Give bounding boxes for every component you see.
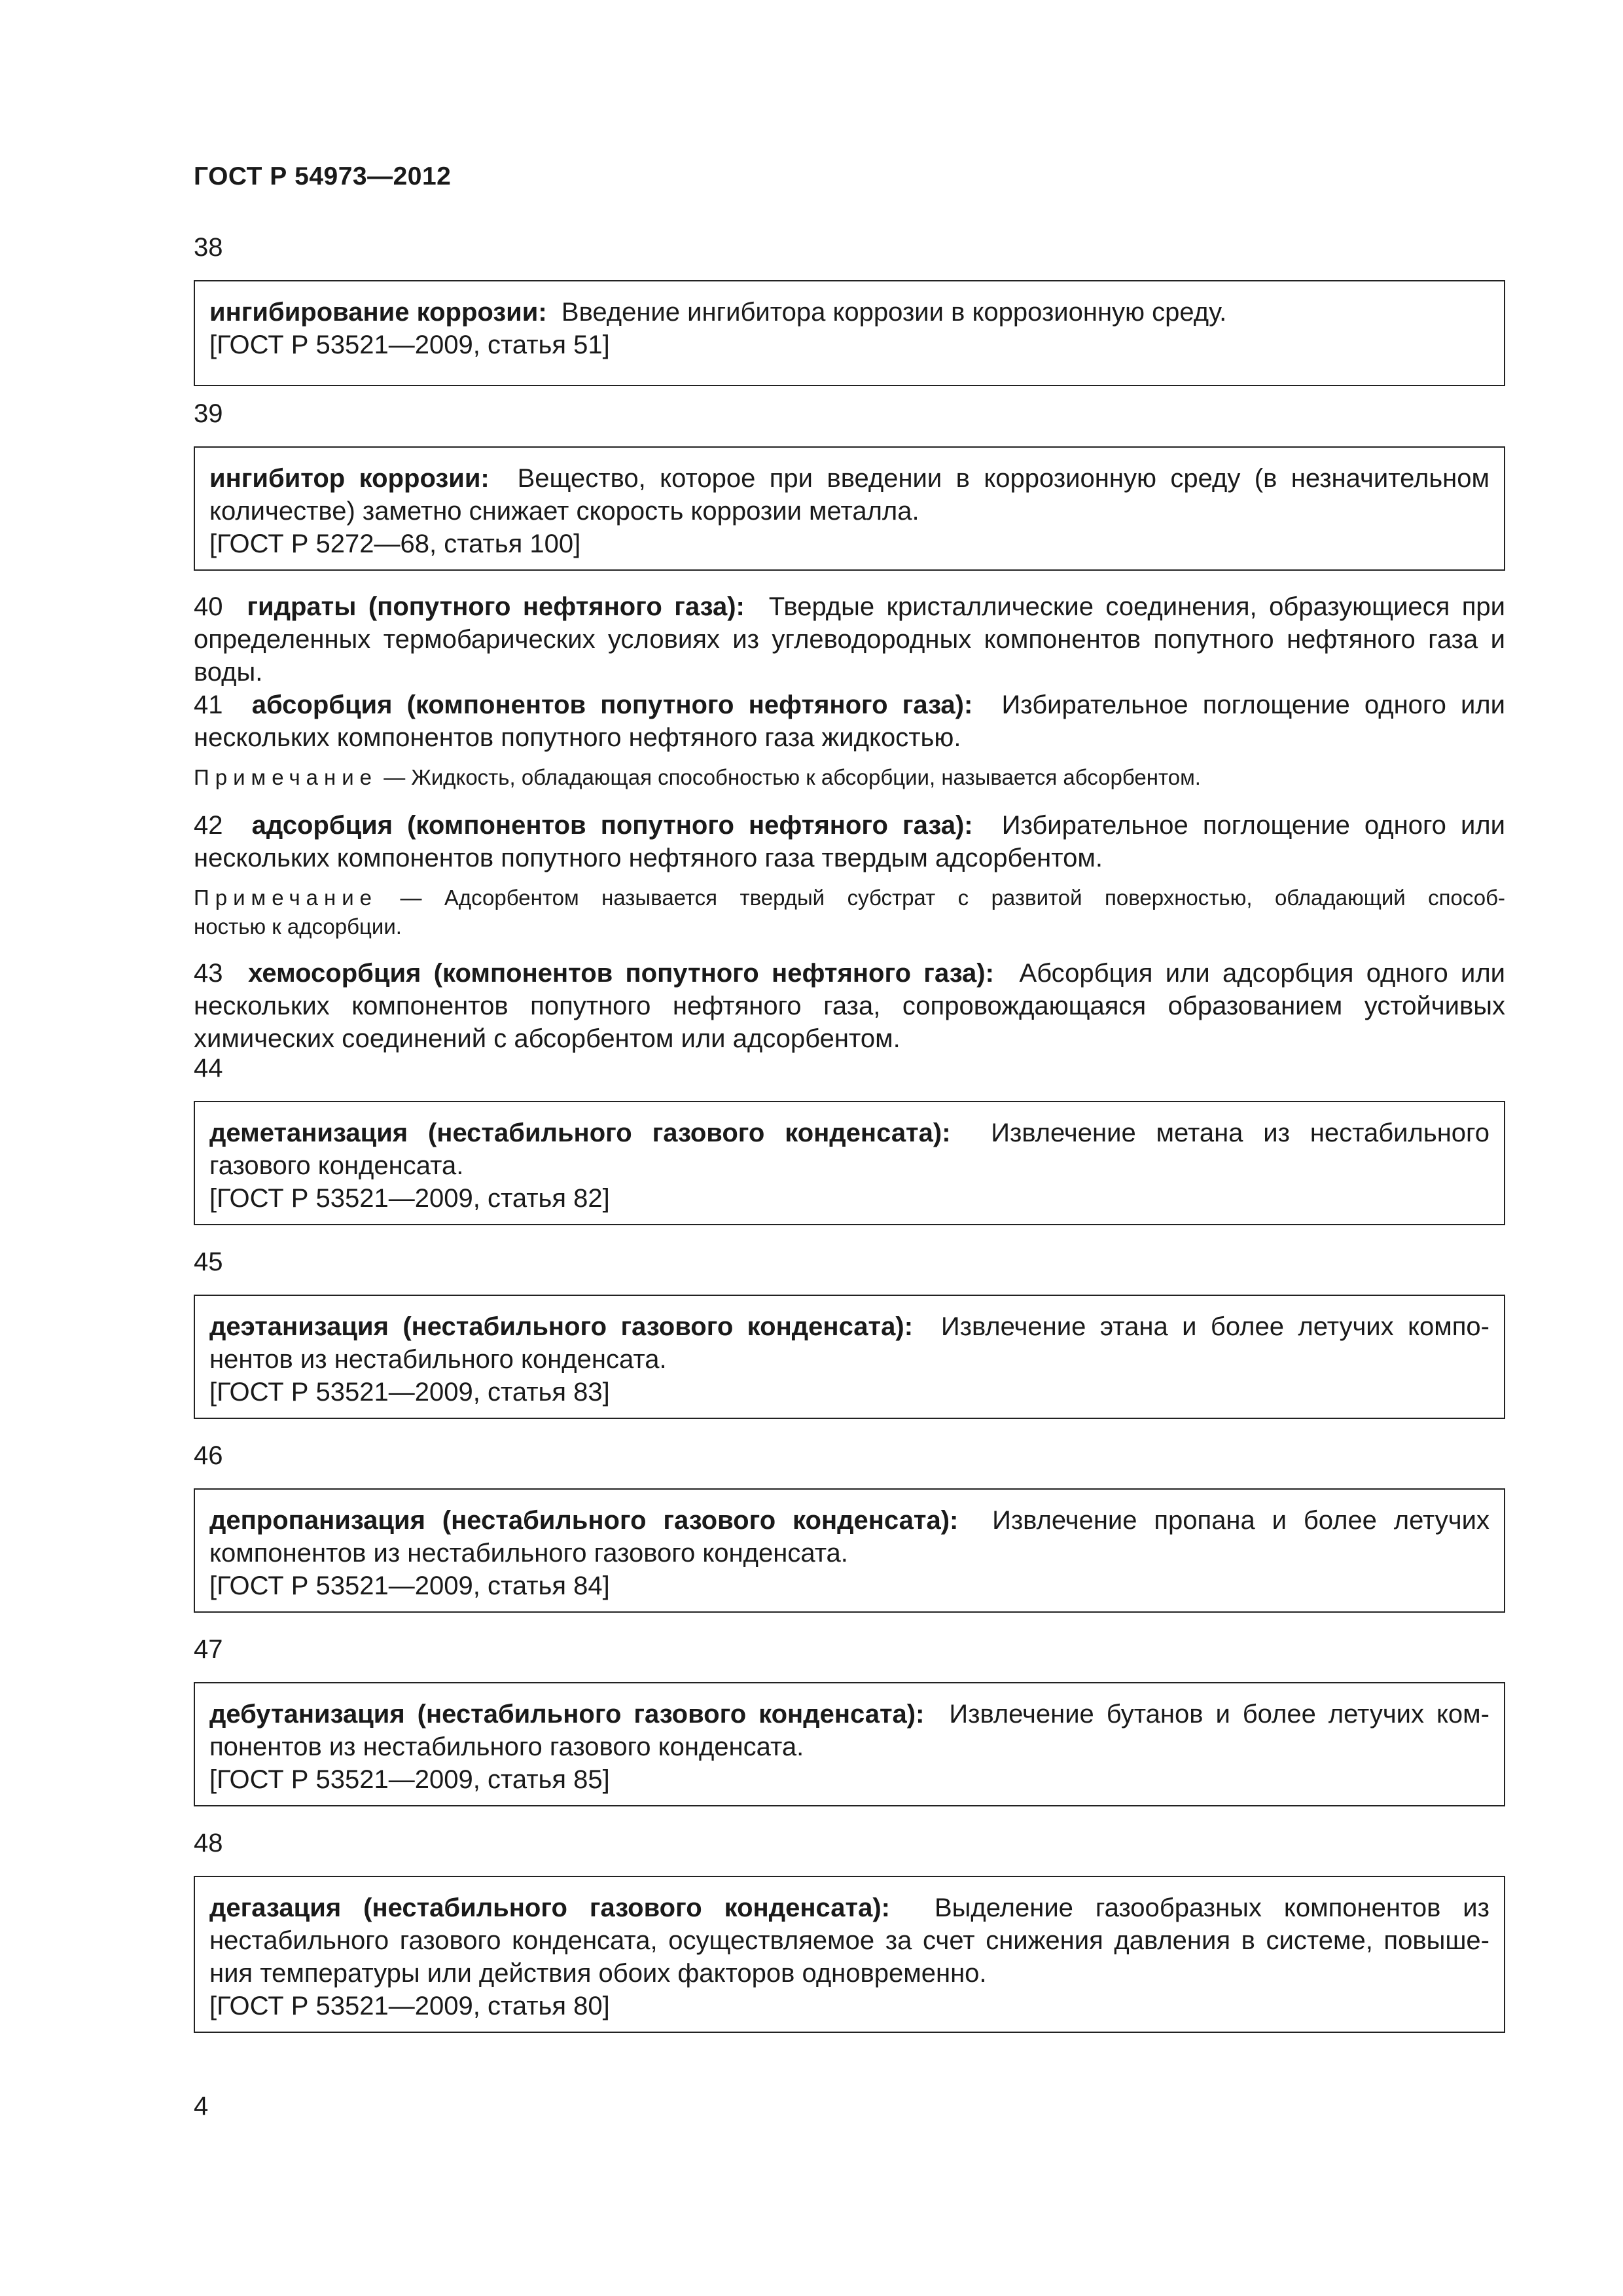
definition-text: дегазация (нестабильного газового конденсата): Выделение газообразных компонентов из — [209, 1893, 1489, 1922]
definition-text: нестабильного газового конденсата, осуществляемое за счет снижения давления в системе, повыше- — [209, 1926, 1489, 1955]
reference-text: [ГОСТ Р 53521—2009, статья 85] — [209, 1765, 610, 1794]
term-name: деэтанизация (нестабильного газового конденсата): — [209, 1312, 914, 1341]
term-name: хемосорбция (компонентов попутного нефтяного газа): — [248, 959, 994, 988]
page-number: 4 — [194, 2092, 209, 2121]
reference-text: [ГОСТ Р 53521—2009, статья 84] — [209, 1571, 610, 1600]
entry-number: 39 — [194, 399, 223, 428]
document-header: ГОСТ Р 54973—2012 — [194, 162, 452, 190]
note-label: Примечание — [194, 886, 378, 910]
term-name: деметанизация (нестабильного газового конденсата): — [209, 1119, 951, 1147]
definition-text: депропанизация (нестабильного газового конденсата): Извлечение пропана и более летучих — [209, 1506, 1489, 1535]
entry-number: 48 — [194, 1829, 223, 1857]
term-name: ингибирование коррозии: — [209, 298, 547, 327]
definition-text: нентов из нестабильного конденсата. — [209, 1345, 667, 1374]
reference-text: [ГОСТ Р 53521—2009, статья 82] — [209, 1184, 610, 1213]
term-name: гидраты (попутного нефтяного газа): — [247, 592, 745, 621]
definition-text: деметанизация (нестабильного газового конденсата): Извлечение метана из нестабильного — [209, 1119, 1489, 1147]
entry-number: 46 — [194, 1441, 223, 1470]
term-name: дебутанизация (нестабильного газового конденсата): — [209, 1700, 925, 1729]
term-entry — [194, 957, 1505, 1055]
entry-number: 45 — [194, 1247, 223, 1276]
definition-text: 40 гидраты (попутного нефтяного газа): Твердые кристаллические соединения, образующиеся при определенных термобарических условиях из углеводородных компонентов попутного нефтяного газа и воды. — [194, 592, 1506, 687]
term-entry — [194, 689, 1505, 754]
entry-number: 38 — [194, 233, 223, 262]
term-box — [194, 446, 1505, 571]
definition-text: ния температуры или действия обоих факторов одновременно. — [209, 1959, 987, 1988]
reference-text: [ГОСТ Р 53521—2009, статья 80] — [209, 1992, 610, 2020]
term-box — [194, 1488, 1505, 1613]
note-text: Примечание — Жидкость, обладающая способностью к абсорбции, называется абсорбентом. — [194, 765, 1201, 789]
definition-text: ингибитор коррозии: Вещество, которое при введении в коррозионную среду (в незначительном — [209, 464, 1490, 493]
term-box — [194, 1295, 1505, 1419]
term-box — [194, 280, 1505, 386]
note-text-continued: ностью к адсорбции. — [194, 914, 402, 939]
term-name: адсорбция (компонентов попутного нефтяного газа): — [251, 811, 973, 840]
term-entry — [194, 809, 1505, 874]
term-name: абсорбция (компонентов попутного нефтяного газа): — [251, 691, 973, 719]
term-box — [194, 1876, 1505, 2033]
entry-number: 44 — [194, 1054, 223, 1083]
definition-text: количестве) заметно снижает скорость коррозии металла. — [209, 497, 919, 526]
term-name: ингибитор коррозии: — [209, 464, 490, 493]
definition-text: дебутанизация (нестабильного газового конденсата): Извлечение бутанов и более летучих ком- — [209, 1700, 1489, 1729]
definition-text: деэтанизация (нестабильного газового конденсата): Извлечение этана и более летучих компо- — [209, 1312, 1489, 1341]
definition-text: газового конденсата. — [209, 1151, 464, 1180]
note-label: Примечание — [194, 765, 378, 789]
reference-text: [ГОСТ Р 5272—68, статья 100] — [209, 529, 581, 558]
definition-text: 41 абсорбция (компонентов попутного нефтяного газа): Избирательное поглощение одного или нескольких компонентов попутного нефтяного газа жидкостью. — [194, 691, 1505, 752]
definition-text: понентов из нестабильного газового конденсата. — [209, 1732, 804, 1761]
term-name: дегазация (нестабильного газового конденсата): — [209, 1893, 890, 1922]
definition-text: компонентов из нестабильного газового конденсата. — [209, 1539, 848, 1568]
note-text: Примечание — Адсорбентом называется твердый субстрат с развитой поверхностью, обладающий способ- — [194, 886, 1505, 910]
term-box — [194, 1101, 1505, 1225]
reference-text: [ГОСТ Р 53521—2009, статья 51] — [209, 331, 610, 359]
entry-number: 47 — [194, 1635, 223, 1664]
reference-text: [ГОСТ Р 53521—2009, статья 83] — [209, 1378, 610, 1407]
definition-text: 42 адсорбция (компонентов попутного нефтяного газа): Избирательное поглощение одного или нескольких компонентов попутного нефтяного газа твердым адсорбентом. — [194, 811, 1505, 872]
term-entry — [194, 590, 1505, 689]
term-box — [194, 1682, 1505, 1806]
definition-text: 43 хемосорбция (компонентов попутного нефтяного газа): Абсорбция или адсорбция одного или нескольких компонентов попутного нефтяного газа, сопровождающаяся образованием устойчивых химических соединений с абсорбентом или адсорбентом. — [194, 959, 1506, 1053]
term-name: депропанизация (нестабильного газового конденсата): — [209, 1506, 959, 1535]
definition-text: ингибирование коррозии: Введение ингибитора коррозии в коррозионную среду. — [209, 298, 1227, 327]
